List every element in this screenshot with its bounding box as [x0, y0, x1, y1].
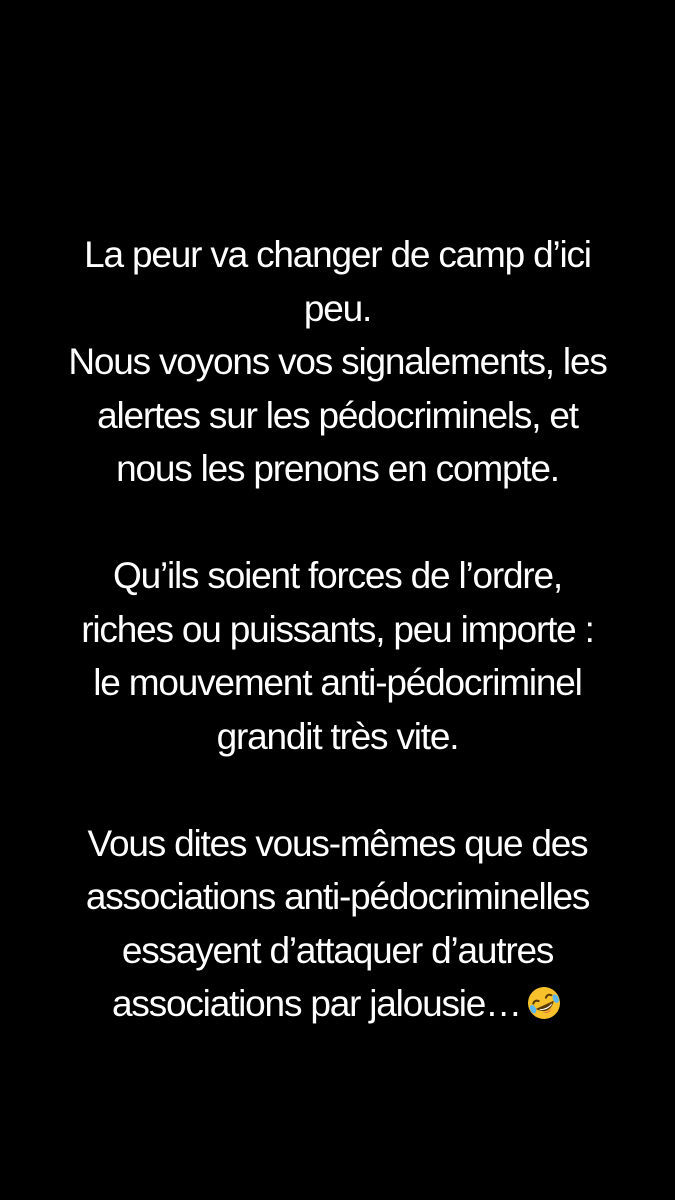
- text-line: riches ou puissants, peu importe :: [81, 608, 594, 650]
- text-line: nous les prenons en compte.: [116, 448, 559, 489]
- text-line: associations anti-pédocriminelles: [85, 876, 590, 917]
- text-line-content: associations par jalousie…: [112, 983, 521, 1024]
- paragraph-spacer: [0, 496, 675, 550]
- story-text: [0, 228, 675, 1031]
- rolling-on-the-floor-laughing-emoji-icon: [525, 983, 563, 1021]
- text-line: peu.: [303, 287, 372, 329]
- text-line: Vous dites vous-mêmes que des: [87, 822, 588, 864]
- text-line-last: [0, 977, 675, 1031]
- text-line: grandit très vite.: [216, 715, 459, 757]
- paragraph-spacer: [0, 763, 675, 817]
- text-line: Nous voyons vos signalements, les: [68, 341, 607, 382]
- text-line: Qu’ils soient forces de l’ordre,: [113, 555, 562, 596]
- text-line: le mouvement anti-pédocriminel: [93, 662, 582, 703]
- text-line: essayent d’attaquer d’autres: [121, 929, 554, 971]
- text-line: La peur va changer de camp d’ici: [84, 234, 591, 275]
- text-line: alertes sur les pédocriminels, et: [97, 394, 578, 436]
